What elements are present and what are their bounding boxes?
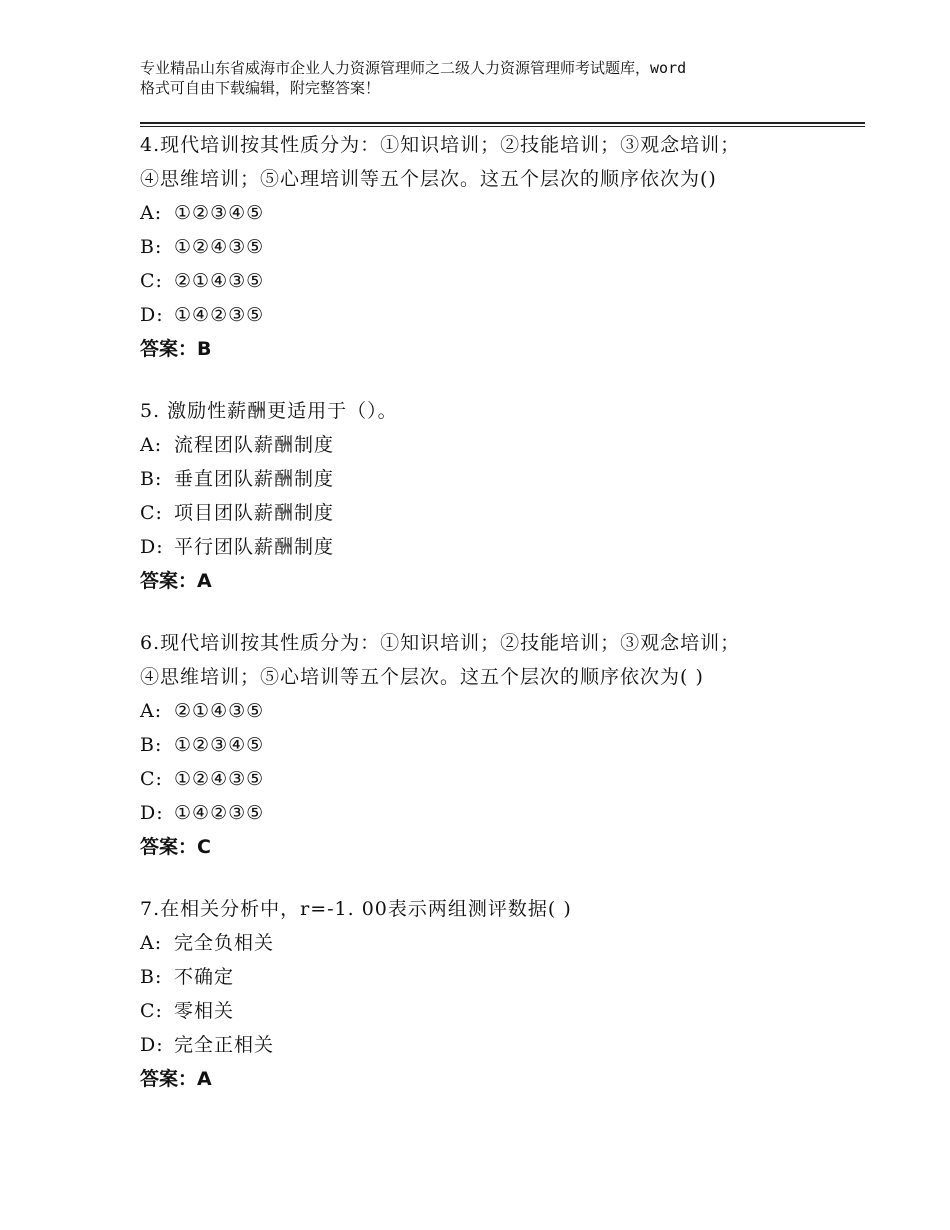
option-b <box>140 728 840 762</box>
answer-label: 答案：A <box>140 570 212 592</box>
question-text: 6.现代培训按其性质分为：①知识培训；②技能培训；③观念培训； <box>140 632 741 654</box>
option-text: 零相关 <box>174 1000 235 1022</box>
option-text: ②①④③⑤ <box>174 700 265 722</box>
question-text: 4.现代培训按其性质分为：①知识培训；②技能培训；③观念培训； <box>140 134 741 156</box>
option-letter: A: <box>140 434 163 456</box>
option-text: ①④②③⑤ <box>174 802 265 824</box>
option-text: ①④②③⑤ <box>174 304 265 326</box>
option-a <box>140 926 840 960</box>
option-text: 平行团队薪酬制度 <box>174 536 335 558</box>
option-letter: D: <box>140 1034 164 1056</box>
option-c <box>140 264 840 298</box>
header-line-2: 格式可自由下载编辑，附完整答案！ <box>140 79 381 97</box>
option-d <box>140 298 840 332</box>
option-a <box>140 196 840 230</box>
option-text: ②①④③⑤ <box>174 270 265 292</box>
option-text: 垂直团队薪酬制度 <box>174 468 335 490</box>
option-letter: B: <box>140 966 163 988</box>
option-letter: B: <box>140 236 163 258</box>
answer-label: 答案：A <box>140 1068 212 1090</box>
option-d <box>140 796 840 830</box>
question-list <box>140 128 840 1124</box>
option-b <box>140 230 840 264</box>
option-letter: C: <box>140 270 163 292</box>
option-letter: D: <box>140 536 164 558</box>
question-text: ④思维培训；⑤心培训等五个层次。这五个层次的顺序依次为( ) <box>140 666 704 688</box>
option-text: ①②④③⑤ <box>174 236 265 258</box>
option-d <box>140 1028 840 1062</box>
option-letter: C: <box>140 1000 163 1022</box>
option-letter: A: <box>140 202 163 224</box>
option-b <box>140 960 840 994</box>
option-c <box>140 496 840 530</box>
question-item <box>140 892 840 1096</box>
answer-label: 答案：B <box>140 338 212 360</box>
option-letter: A: <box>140 932 163 954</box>
option-c <box>140 762 840 796</box>
question-item <box>140 394 840 598</box>
question-item <box>140 128 840 366</box>
option-a <box>140 694 840 728</box>
option-letter: B: <box>140 734 163 756</box>
option-b <box>140 462 840 496</box>
option-letter: D: <box>140 802 164 824</box>
option-text: 完全正相关 <box>174 1034 275 1056</box>
option-d <box>140 530 840 564</box>
option-letter: B: <box>140 468 163 490</box>
option-text: 不确定 <box>174 966 235 988</box>
option-text: 项目团队薪酬制度 <box>174 502 335 524</box>
question-item <box>140 626 840 864</box>
header-divider-thick <box>140 122 865 124</box>
option-letter: C: <box>140 768 163 790</box>
question-text: ④思维培训；⑤心理培训等五个层次。这五个层次的顺序依次为() <box>140 168 717 190</box>
option-text: ①②④③⑤ <box>174 768 265 790</box>
option-c <box>140 994 840 1028</box>
option-a <box>140 428 840 462</box>
option-text: ①②③④⑤ <box>174 202 265 224</box>
question-text: 5. 激励性薪酬更适用于（）。 <box>140 400 398 422</box>
document-header <box>140 58 840 98</box>
option-letter: A: <box>140 700 163 722</box>
option-letter: C: <box>140 502 163 524</box>
header-line-1: 专业精品山东省威海市企业人力资源管理师之二级人力资源管理师考试题库，word <box>140 59 687 77</box>
option-text: ①②③④⑤ <box>174 734 265 756</box>
answer-label: 答案：C <box>140 836 211 858</box>
option-letter: D: <box>140 304 164 326</box>
header-divider-thin <box>140 126 865 127</box>
option-text: 流程团队薪酬制度 <box>174 434 335 456</box>
option-text: 完全负相关 <box>174 932 275 954</box>
question-text: 7.在相关分析中，r=-1. 00表示两组测评数据( ) <box>140 898 572 920</box>
